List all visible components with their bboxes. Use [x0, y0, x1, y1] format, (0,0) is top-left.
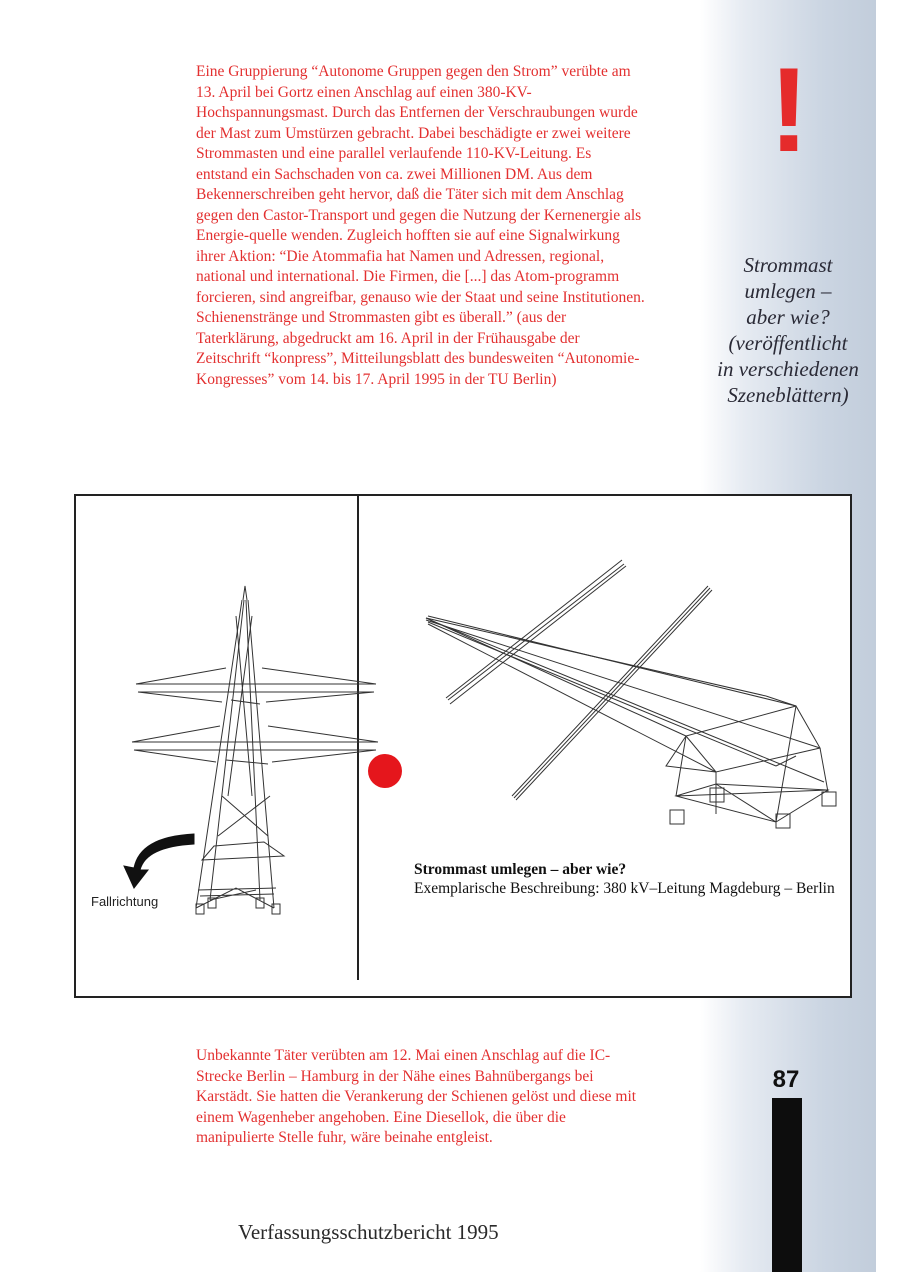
sidebar-line: Szeneblättern)	[727, 383, 849, 407]
fall-direction-arrow	[124, 834, 194, 888]
page-tab-bar	[772, 1098, 802, 1272]
footer-title: Verfassungsschutzbericht 1995	[238, 1220, 499, 1244]
page-number: 87	[772, 1066, 800, 1093]
pylon-figure	[74, 494, 852, 998]
sidebar-line: umlegen –	[744, 279, 832, 303]
figure-caption-text: Exemplarische Beschreibung: 380 kV–Leitung Magdeburg – Berlin	[414, 880, 835, 897]
top-paragraph: Eine Gruppierung “Autonome Gruppen gegen den Strom” verübte am 13. April bei Gortz einen Anschlag auf einen 380-KV-Hochspannungsmast. Durch das Entfernen der Verschraubungen wurde der Mast zum Umstürzen gebracht. Dabei beschädigte er zwei weitere Strommasten und eine parallel verlaufende 110-KV-Leitung. Es entstand ein Sachschaden von ca. zwei Millionen DM. Aus dem Bekennerschreiben geht hervor, daß die Täter sich mit dem Anschlag gegen den Castor-Transport und gegen die Nutzung der Kernenergie als Energie-quelle wenden. Zugleich hofften sie auf eine Signalwirkung ihrer Aktion: “Die Atommafia hat Namen und Adressen, regional, national und international. Die Firmen, die [...] das Atom-programm forcieren, sind angreifbar, genauso wie der Staat und seine Institutionen. Schienenstränge und Strommasten gibt es überall.” (aus der Taterklärung, abgedruckt am 16. April in der Frühausgabe der Zeitschrift “konpress”, Mitteilungsblatt des bundesweiten “Autonomie-Kongresses” vom 14. bis 17. April 1995 in der TU Berlin)	[196, 63, 645, 388]
figure-caption	[414, 860, 854, 898]
bottom-paragraph: Unbekannte Täter verübten am 12. Mai einen Anschlag auf die IC-Strecke Berlin – Hamburg in der Nähe eines Bahnübergangs bei Karstädt. Sie hatten die Verankerung der Schienen gelöst und diese mit einem Wagenheber angehoben. Eine Diesellok, die über die manipulierte Stelle fuhr, wäre beinahe entgleist.	[196, 1047, 637, 1146]
sidebar-line: (veröffentlicht	[728, 331, 848, 355]
standing-pylon-drawing	[132, 586, 378, 914]
figure-drawing	[76, 496, 850, 996]
sidebar-note	[700, 252, 876, 408]
sidebar-line: in verschiedenen	[717, 357, 859, 381]
fall-direction-label: Fallrichtung	[91, 894, 159, 909]
sidebar-line: Strommast	[743, 253, 833, 277]
sidebar-line: aber wie?	[746, 305, 830, 329]
figure-caption-title: Strommast umlegen – aber wie?	[414, 861, 627, 878]
falling-pylon-drawing	[426, 560, 836, 828]
exclamation-mark: !	[769, 43, 809, 177]
red-dot-marker	[368, 754, 402, 788]
